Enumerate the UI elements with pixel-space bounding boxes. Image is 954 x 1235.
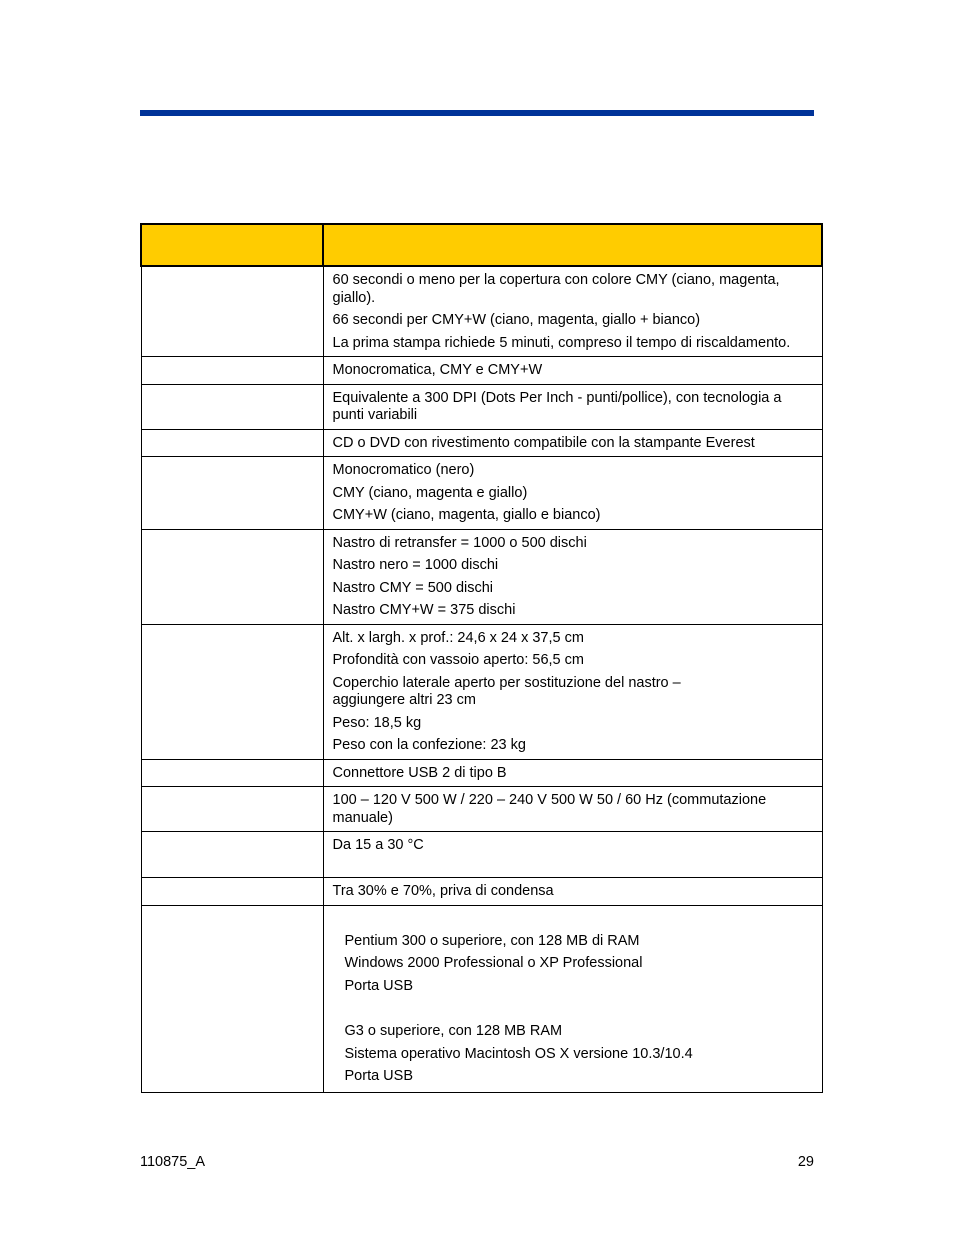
table-row [141, 878, 822, 906]
value-cell [323, 878, 822, 906]
value-cell [323, 787, 822, 832]
value-line: 66 secondi per CMY+W (ciano, magenta, giallo + bianco) [332, 312, 701, 328]
value-cell [323, 832, 822, 878]
spacer [333, 1000, 816, 1023]
spacer [333, 911, 816, 928]
table-row [141, 759, 822, 787]
doc-code: 110875_A [140, 1154, 206, 1170]
value-line: Tra 30% e 70%, priva di condensa [332, 883, 554, 899]
table-row [141, 266, 822, 357]
label-cell [141, 624, 323, 759]
label-cell [141, 429, 323, 457]
table-row [141, 457, 822, 530]
value-line: Coperchio laterale aperto per sostituzione del nastro – aggiungere altri 23 cm [332, 674, 681, 708]
value-line: CMY+W (ciano, magenta, giallo e bianco) [332, 507, 601, 523]
value-line: CMY (ciano, magenta e giallo) [332, 484, 528, 501]
header-cell-feature [141, 224, 323, 266]
value-line: 100 – 120 V 500 W / 220 – 240 V 500 W 50 / 60 Hz (commutazione manuale) [332, 792, 767, 826]
value-line: Peso con la confezione: 23 kg [332, 737, 526, 753]
value-cell [323, 384, 822, 429]
value-line: Connettore USB 2 di tipo B [332, 764, 507, 781]
label-cell [141, 905, 323, 1092]
page-number: 29 [797, 1154, 814, 1170]
value-cell [323, 457, 822, 530]
table-row [141, 384, 822, 429]
value-cell [323, 357, 822, 385]
label-cell [141, 457, 323, 530]
value-line: Peso: 18,5 kg [332, 714, 422, 731]
label-cell [141, 529, 323, 624]
value-line: Da 15 a 30 °C [332, 837, 424, 853]
value-line: Pentium 300 o superiore, con 128 MB di RAM [344, 932, 640, 949]
value-line: Monocromatica, CMY e CMY+W [332, 362, 543, 378]
value-line: Profondità con vassoio aperto: 56,5 cm [332, 652, 584, 668]
value-line: 60 secondi o meno per la copertura con colore CMY (ciano, magenta, giallo). [332, 272, 780, 306]
value-line: Nastro CMY+W = 375 dischi [332, 602, 516, 618]
value-cell [323, 266, 822, 357]
label-cell [141, 832, 323, 878]
table-row [141, 429, 822, 457]
label-cell [141, 759, 323, 787]
value-line: G3 o superiore, con 128 MB RAM [344, 1023, 563, 1039]
value-line: Alt. x largh. x prof.: 24,6 x 24 x 37,5 cm [332, 629, 584, 646]
table-row [141, 624, 822, 759]
table-row [141, 787, 822, 832]
value-cell [323, 759, 822, 787]
label-cell [141, 878, 323, 906]
value-line: Windows 2000 Professional o XP Professional [344, 955, 643, 971]
value-line: Nastro CMY = 500 dischi [332, 579, 494, 596]
header-rule [140, 110, 814, 116]
value-line: Sistema operativo Macintosh OS X versione 10.3/10.4 [344, 1045, 693, 1062]
table-row [141, 357, 822, 385]
value-cell [323, 429, 822, 457]
value-line: Porta USB [344, 1068, 413, 1084]
spec-table [140, 223, 823, 1093]
value-cell [323, 529, 822, 624]
value-line: Nastro nero = 1000 dischi [332, 557, 499, 573]
table-row [141, 529, 822, 624]
label-cell [141, 384, 323, 429]
value-line: Nastro di retransfer = 1000 o 500 dischi [332, 534, 587, 551]
value-cell [323, 905, 822, 1092]
header-cell-value [323, 224, 822, 266]
label-cell [141, 357, 323, 385]
table-header-row [141, 224, 822, 266]
label-cell [141, 787, 323, 832]
label-cell [141, 266, 323, 357]
value-line: CD o DVD con rivestimento compatibile con la stampante Everest [332, 434, 755, 451]
value-line: Equivalente a 300 DPI (Dots Per Inch - punti/pollice), con tecnologia a punti variabili [332, 389, 782, 423]
value-line: Porta USB [344, 977, 413, 994]
table-row [141, 905, 822, 1092]
value-line: Monocromatico (nero) [332, 462, 475, 478]
value-cell [323, 624, 822, 759]
value-line: La prima stampa richiede 5 minuti, compreso il tempo di riscaldamento. [332, 334, 791, 351]
table-row [141, 832, 822, 878]
